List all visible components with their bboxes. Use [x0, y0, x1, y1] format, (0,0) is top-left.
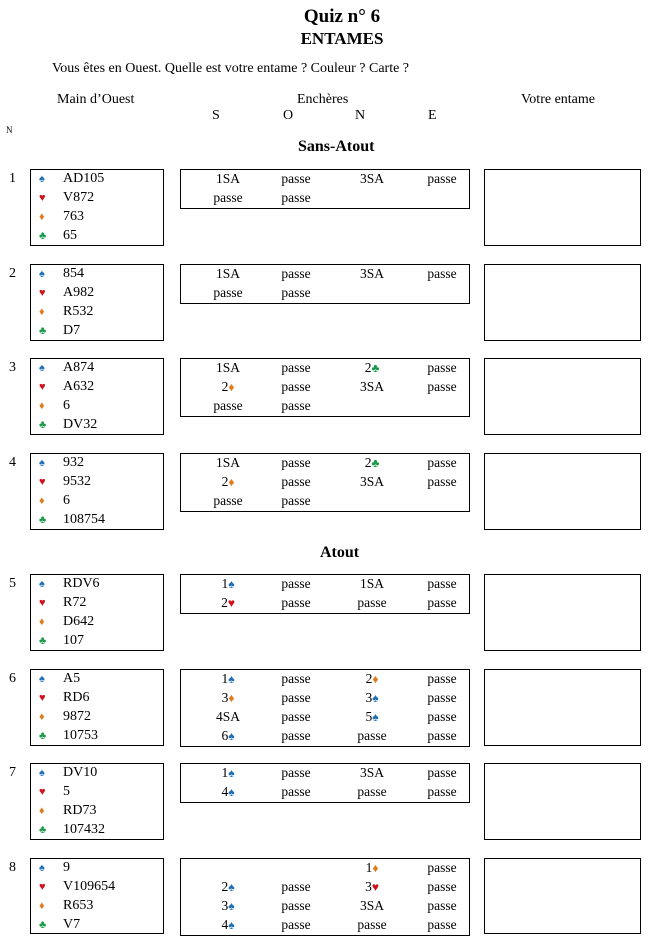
auction-bid: passe	[427, 671, 457, 686]
deal-number: 1	[9, 171, 16, 186]
club-icon: ♣	[371, 361, 380, 375]
hand-heart-line	[39, 879, 115, 895]
bid-level: 4	[221, 917, 229, 932]
diamond-icon: ♦	[39, 616, 45, 628]
club-icon: ♣	[39, 730, 47, 742]
bid-level: 1	[221, 671, 229, 686]
spade-icon: ♠	[39, 173, 45, 185]
hand-heart-line	[39, 190, 94, 206]
auction-bid: passe	[281, 898, 311, 913]
bid-level: 2	[221, 474, 229, 489]
spade-icon: ♠	[372, 691, 379, 705]
auction-bid: passe	[281, 576, 311, 591]
auction-bid	[203, 379, 253, 395]
quiz-title: Quiz n° 6	[303, 6, 381, 27]
hand-diamond-cards: 763	[63, 209, 84, 224]
auction-bid	[347, 860, 397, 876]
auction-box	[180, 358, 470, 417]
auction-bid	[347, 671, 397, 687]
hand-diamond-cards: R653	[63, 898, 94, 913]
hand-heart-cards: RD6	[63, 690, 90, 705]
answer-box[interactable]	[484, 453, 641, 530]
deal-number: 7	[9, 765, 16, 780]
hand-spade-cards: AD105	[63, 171, 105, 186]
deal-number: 8	[9, 860, 16, 875]
answer-box[interactable]	[484, 169, 641, 246]
hand-box	[30, 358, 164, 435]
auction-bid: passe	[281, 690, 311, 705]
hand-heart-line	[39, 595, 86, 611]
hand-spade-cards: A5	[63, 671, 81, 686]
auction-bid: passe	[427, 266, 457, 281]
auction-bid: passe	[281, 266, 311, 281]
diamond-icon: ♦	[372, 861, 379, 875]
auction-bid: passe	[281, 728, 311, 743]
hand-box	[30, 669, 164, 746]
spade-icon: ♠	[39, 862, 45, 874]
auction-bid: 4SA	[215, 709, 240, 724]
auction-bid: passe	[213, 190, 243, 205]
hand-heart-cards: R72	[63, 595, 87, 610]
hand-club-line	[39, 917, 80, 933]
auction-bid	[203, 690, 253, 706]
hand-diamond-cards: RD73	[63, 803, 97, 818]
hand-heart-line	[39, 285, 94, 301]
diamond-icon: ♦	[39, 900, 45, 912]
diamond-icon: ♦	[39, 495, 45, 507]
hand-diamond-line	[39, 898, 93, 914]
hand-spade-line	[39, 360, 94, 376]
number-header: N	[6, 125, 13, 135]
hand-diamond-cards: 9872	[63, 709, 91, 724]
spade-icon: ♠	[228, 577, 235, 591]
club-icon: ♣	[39, 230, 47, 242]
auction-bid: passe	[427, 784, 457, 799]
auction-bid: passe	[427, 171, 457, 186]
auction-bid: 1SA	[215, 266, 240, 281]
hand-box	[30, 453, 164, 530]
auction-bid: passe	[427, 379, 457, 394]
club-icon: ♣	[39, 919, 47, 931]
hand-spade-line	[39, 671, 80, 687]
hand-box	[30, 763, 164, 840]
hand-diamond-line	[39, 209, 84, 225]
diamond-icon: ♦	[39, 211, 45, 223]
bid-level: 1	[221, 576, 229, 591]
auction-bid	[203, 898, 253, 914]
bid-level: 6	[221, 728, 229, 743]
spade-icon: ♠	[39, 268, 45, 280]
auction-bid	[203, 728, 253, 744]
auction-bid: 3SA	[359, 898, 384, 913]
auction-bid	[203, 765, 253, 781]
auction-bid: passe	[281, 455, 311, 470]
club-icon: ♣	[371, 456, 380, 470]
hand-spade-cards: 932	[63, 455, 84, 470]
bid-level: 3	[221, 898, 229, 913]
hand-club-cards: 108754	[63, 512, 105, 527]
auction-bid: passe	[427, 765, 457, 780]
hand-spade-line	[39, 171, 104, 187]
bid-level: 3	[365, 690, 373, 705]
diamond-icon: ♦	[39, 711, 45, 723]
diamond-icon: ♦	[228, 380, 235, 394]
spade-icon: ♠	[228, 899, 235, 913]
deal-number: 4	[9, 455, 16, 470]
answer-box[interactable]	[484, 763, 641, 840]
auction-bid	[203, 671, 253, 687]
auction-bid: passe	[427, 690, 457, 705]
auction-bid: passe	[281, 379, 311, 394]
auction-bid: passe	[281, 171, 311, 186]
hand-club-line	[39, 728, 98, 744]
spade-icon: ♠	[228, 766, 235, 780]
auction-bid: passe	[427, 360, 457, 375]
hand-club-line	[39, 822, 105, 838]
auction-bid: passe	[281, 917, 311, 932]
hand-diamond-line	[39, 614, 94, 630]
auction-bid: passe	[213, 285, 243, 300]
hand-header: Main d’Ouest	[57, 92, 135, 107]
heart-icon: ♥	[39, 476, 46, 488]
diamond-icon: ♦	[39, 400, 45, 412]
club-icon: ♣	[39, 824, 47, 836]
hand-club-cards: 65	[63, 228, 77, 243]
auction-bid: 3SA	[359, 765, 384, 780]
auction-bid: passe	[427, 455, 457, 470]
hand-diamond-cards: 6	[63, 398, 70, 413]
hand-spade-line	[39, 860, 70, 876]
hand-club-line	[39, 323, 80, 339]
auction-bid: passe	[281, 360, 311, 375]
bid-level: 2	[221, 595, 228, 610]
quiz-subtitle: ENTAMES	[300, 29, 384, 48]
section-atout: Atout	[320, 544, 360, 561]
auction-bid	[203, 784, 253, 800]
auction-bid: passe	[281, 493, 311, 508]
heart-icon: ♥	[39, 597, 46, 609]
spade-icon: ♠	[39, 362, 45, 374]
bid-level: 2	[221, 879, 229, 894]
bid-level: 2	[365, 671, 373, 686]
bid-level: 3	[365, 879, 372, 894]
answer-box[interactable]	[484, 669, 641, 746]
bid-level: 2	[364, 360, 372, 375]
hand-heart-cards: 9532	[63, 474, 91, 489]
answer-header: Votre entame	[521, 92, 595, 107]
spade-icon: ♠	[39, 457, 45, 469]
auction-bid	[203, 576, 253, 592]
club-icon: ♣	[39, 419, 47, 431]
hand-club-line	[39, 512, 105, 528]
auction-bid	[347, 879, 397, 895]
auction-bid: passe	[281, 709, 311, 724]
auction-bid: passe	[281, 879, 311, 894]
heart-icon: ♥	[39, 786, 46, 798]
hand-heart-cards: A982	[63, 285, 95, 300]
auction-bid: passe	[281, 671, 311, 686]
deal-number: 5	[9, 576, 16, 591]
auction-bid	[203, 595, 253, 611]
auction-bid	[203, 879, 253, 895]
auction-bid: passe	[213, 398, 243, 413]
auction-bid	[347, 360, 397, 376]
answer-box[interactable]	[484, 358, 641, 435]
deal-number: 6	[9, 671, 16, 686]
hand-diamond-line	[39, 398, 70, 414]
auction-bid: passe	[357, 917, 387, 932]
hand-spade-cards: A874	[63, 360, 95, 375]
hand-spade-line	[39, 266, 84, 282]
club-icon: ♣	[39, 325, 47, 337]
auction-bid	[347, 709, 397, 725]
auction-bid: 1SA	[359, 576, 384, 591]
club-icon: ♣	[39, 635, 47, 647]
hand-diamond-cards: 6	[63, 493, 70, 508]
spade-icon: ♠	[228, 729, 235, 743]
auction-bid: passe	[427, 898, 457, 913]
hand-heart-line	[39, 690, 89, 706]
spade-icon: ♠	[228, 672, 235, 686]
hand-heart-line	[39, 379, 94, 395]
hand-diamond-cards: R532	[63, 304, 94, 319]
auction-bid: 3SA	[359, 474, 384, 489]
section-sans-atout: Sans-Atout	[298, 138, 375, 155]
diamond-icon: ♦	[228, 475, 235, 489]
hand-club-line	[39, 417, 97, 433]
hand-spade-line	[39, 576, 100, 592]
hand-diamond-line	[39, 803, 96, 819]
auction-bid: passe	[281, 398, 311, 413]
spade-icon: ♠	[228, 785, 235, 799]
hand-club-line	[39, 633, 84, 649]
bid-level: 2	[221, 379, 229, 394]
bid-level: 2	[364, 455, 372, 470]
hand-spade-line	[39, 765, 97, 781]
spade-icon: ♠	[39, 767, 45, 779]
auction-bid: 1SA	[215, 360, 240, 375]
auction-bid: passe	[281, 595, 311, 610]
auction-bid: passe	[357, 728, 387, 743]
auction-bid: passe	[427, 474, 457, 489]
auction-bid: 3SA	[359, 171, 384, 186]
heart-icon: ♥	[227, 596, 235, 610]
auction-bid: passe	[281, 285, 311, 300]
auction-bid: passe	[281, 474, 311, 489]
auction-bid	[347, 455, 397, 471]
hand-club-cards: 10753	[63, 728, 98, 743]
auction-box	[180, 264, 470, 304]
club-icon: ♣	[39, 514, 47, 526]
bid-level: 3	[221, 690, 229, 705]
seat-south: S	[212, 108, 220, 123]
auction-bid: passe	[213, 493, 243, 508]
hand-diamond-line	[39, 304, 93, 320]
heart-icon: ♥	[39, 192, 46, 204]
deal-number: 2	[9, 266, 16, 281]
spade-icon: ♠	[39, 673, 45, 685]
heart-icon: ♥	[39, 287, 46, 299]
bid-level: 1	[221, 765, 229, 780]
heart-icon: ♥	[39, 692, 46, 704]
auction-bid	[203, 917, 253, 933]
diamond-icon: ♦	[39, 306, 45, 318]
hand-heart-cards: V109654	[63, 879, 116, 894]
hand-club-cards: DV32	[63, 417, 98, 432]
answer-box[interactable]	[484, 264, 641, 341]
auction-bid: passe	[427, 576, 457, 591]
hand-box	[30, 264, 164, 341]
hand-club-cards: V7	[63, 917, 81, 932]
auction-bid: passe	[427, 879, 457, 894]
auction-bid: 3SA	[359, 266, 384, 281]
auction-bid: 1SA	[215, 171, 240, 186]
hand-heart-line	[39, 474, 91, 490]
auction-box	[180, 669, 470, 747]
hand-heart-cards: 5	[63, 784, 70, 799]
answer-box[interactable]	[484, 858, 641, 934]
spade-icon: ♠	[39, 578, 45, 590]
diamond-icon: ♦	[228, 691, 235, 705]
heart-icon: ♥	[39, 881, 46, 893]
diamond-icon: ♦	[39, 805, 45, 817]
hand-diamond-line	[39, 493, 70, 509]
intro-text: Vous êtes en Ouest. Quelle est votre entame ? Couleur ? Carte ?	[52, 61, 410, 76]
hand-heart-line	[39, 784, 70, 800]
heart-icon: ♥	[371, 880, 379, 894]
hand-club-line	[39, 228, 77, 244]
hand-spade-cards: RDV6	[63, 576, 100, 591]
hand-heart-cards: V872	[63, 190, 95, 205]
auction-box	[180, 858, 470, 936]
auction-bid: 3SA	[359, 379, 384, 394]
auction-bid	[347, 690, 397, 706]
auction-bid	[203, 474, 253, 490]
bidding-header: Enchères	[297, 92, 349, 107]
auction-box	[180, 763, 470, 803]
spade-icon: ♠	[228, 880, 235, 894]
hand-spade-line	[39, 455, 84, 471]
hand-spade-cards: 854	[63, 266, 84, 281]
spade-icon: ♠	[372, 710, 379, 724]
auction-bid: passe	[427, 595, 457, 610]
bid-level: 5	[365, 709, 373, 724]
hand-club-cards: 107	[63, 633, 84, 648]
bid-level: 4	[221, 784, 229, 799]
diamond-icon: ♦	[372, 672, 379, 686]
heart-icon: ♥	[39, 381, 46, 393]
auction-bid: passe	[281, 784, 311, 799]
auction-box	[180, 574, 470, 614]
seat-east: E	[428, 108, 437, 123]
hand-box	[30, 858, 164, 934]
auction-bid: passe	[281, 765, 311, 780]
auction-bid: passe	[427, 860, 457, 875]
auction-bid: passe	[357, 784, 387, 799]
hand-box	[30, 574, 164, 651]
bid-level: 1	[365, 860, 373, 875]
hand-box	[30, 169, 164, 246]
auction-bid: passe	[281, 190, 311, 205]
seat-north: N	[355, 108, 366, 123]
hand-heart-cards: A632	[63, 379, 95, 394]
answer-box[interactable]	[484, 574, 641, 651]
spade-icon: ♠	[228, 918, 235, 932]
hand-diamond-cards: D642	[63, 614, 95, 629]
seat-west: O	[283, 108, 294, 123]
deal-number: 3	[9, 360, 16, 375]
hand-spade-cards: DV10	[63, 765, 98, 780]
auction-bid: passe	[357, 595, 387, 610]
auction-bid: passe	[427, 728, 457, 743]
auction-bid: passe	[427, 709, 457, 724]
hand-club-cards: D7	[63, 323, 81, 338]
auction-box	[180, 169, 470, 209]
hand-spade-cards: 9	[63, 860, 70, 875]
auction-box	[180, 453, 470, 512]
auction-bid: passe	[427, 917, 457, 932]
hand-diamond-line	[39, 709, 91, 725]
hand-club-cards: 107432	[63, 822, 105, 837]
auction-bid: 1SA	[215, 455, 240, 470]
